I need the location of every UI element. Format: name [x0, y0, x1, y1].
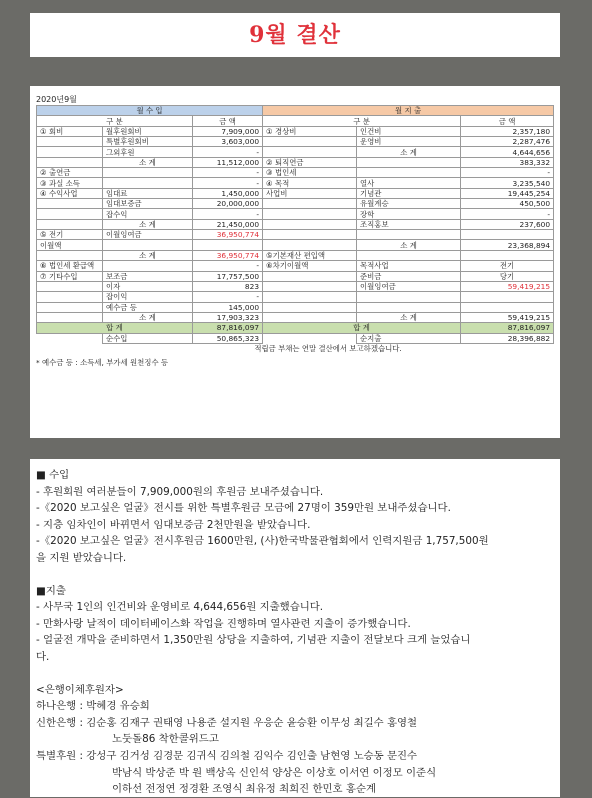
ledger-row [37, 209, 554, 219]
income-cell: ⑦ 기타수입 [37, 271, 103, 281]
ledger-row [37, 230, 554, 240]
income-total-label: 합 계 [37, 323, 193, 333]
expense-cell: 2,357,180 [461, 126, 554, 136]
expense-cell: 383,332 [461, 157, 554, 167]
income-line: -《2020 보고싶은 얼굴》전시후원금 1600만원, (사)한국박물관협회에서 인력지원금 1,757,500원 [36, 535, 489, 548]
expense-cell: ⑥차기이월액 [263, 261, 357, 271]
income-cell: 그외후원 [103, 147, 193, 157]
income-line: - 지층 임차인이 바뀌면서 임대보증금 2천만원을 받았습니다. [36, 518, 311, 531]
expense-cell: ⑤기본재산 편입액 [263, 250, 357, 260]
expense-header: 월 지 출 [263, 106, 554, 116]
income-col-amount: 금 액 [193, 116, 263, 126]
income-cell: 잡이익 [103, 292, 193, 302]
income-cell: - [193, 292, 263, 302]
income-cell: 소 계 [103, 219, 193, 229]
income-cell [37, 199, 103, 209]
expense-cell: 450,500 [461, 199, 554, 209]
income-cell: 36,950,774 [193, 230, 263, 240]
expense-cell: 소 계 [357, 147, 461, 157]
income-cell [37, 209, 103, 219]
income-total: 87,816,097 [193, 323, 263, 333]
expense-cell [461, 250, 554, 260]
income-cell: 소 계 [103, 312, 193, 322]
expense-cell [357, 230, 461, 240]
ledger-row [37, 261, 554, 271]
income-cell: ⑤ 전기 [37, 230, 103, 240]
expense-cell: ② 퇴직연금 [263, 157, 357, 167]
expense-cell [461, 230, 554, 240]
ledger-row [37, 157, 554, 167]
income-cell: 21,450,000 [193, 219, 263, 229]
expense-line: - 얼굴전 개막을 준비하면서 1,350만원 상당을 지출하여, 기념관 지출이 전달보다 크게 늘었습니 [36, 634, 471, 647]
expense-cell: - [461, 209, 554, 219]
income-line: - 후원회원 여러분들이 7,909,000원의 후원금 보내주셨습니다. [36, 485, 324, 498]
income-cell: 보조금 [103, 271, 193, 281]
expense-cell: 19,445,254 [461, 188, 554, 198]
expense-cell [263, 137, 357, 147]
income-cell: 소 계 [103, 250, 193, 260]
expense-cell: 237,600 [461, 219, 554, 229]
ledger-row [37, 147, 554, 157]
report-panel [30, 459, 560, 797]
expense-cell [263, 312, 357, 322]
expense-cell: 3,235,540 [461, 178, 554, 188]
expense-cell: 4,644,656 [461, 147, 554, 157]
expense-line: 다. [36, 650, 50, 663]
donor-line: 이하선 전정연 정경환 조영식 최유정 최희진 한민호 홍순계 [112, 783, 377, 796]
income-cell: - [193, 168, 263, 178]
income-cell [37, 250, 103, 260]
net-expense: 28,396,882 [461, 333, 554, 343]
ledger-row [37, 126, 554, 136]
expense-cell: 준비금 [357, 271, 461, 281]
expense-cell: 당기 [461, 271, 554, 281]
income-cell: 36,950,774 [193, 250, 263, 260]
expense-cell: 유월계승 [357, 199, 461, 209]
income-cell: 이월액 [37, 240, 103, 250]
income-header: 월 수 입 [37, 106, 263, 116]
page-title: 9월 결산 [249, 22, 341, 48]
expense-total: 87,816,097 [461, 323, 554, 333]
income-cell: 145,000 [193, 302, 263, 312]
income-cell: 20,000,000 [193, 199, 263, 209]
expense-cell: 전기 [461, 261, 554, 271]
expense-line: - 사무국 1인의 인건비와 운영비로 4,644,656원 지출했습니다. [36, 601, 324, 614]
expense-cell: 조직홍보 [357, 219, 461, 229]
ledger-footnote: * 예수금 등 : 소득세, 부가세 원천징수 등 [36, 358, 169, 368]
expense-cell: 23,368,894 [461, 240, 554, 250]
ledger-row [37, 168, 554, 178]
expense-cell: 소 계 [357, 312, 461, 322]
ledger-row [37, 281, 554, 291]
income-cell: 823 [193, 281, 263, 291]
net-income-label: 순수입 [103, 333, 193, 343]
expense-cell: 59,419,215 [461, 281, 554, 291]
income-cell: 이자 [103, 281, 193, 291]
ledger-row [37, 271, 554, 281]
expense-line: - 만화사랑 날적이 데이터베이스화 작업을 진행하며 열사관련 지출이 증가했습니다. [36, 617, 411, 630]
expense-cell [263, 292, 357, 302]
ledger-table [36, 105, 554, 353]
ledger-row [37, 292, 554, 302]
expense-cell: 열사 [357, 178, 461, 188]
ledger-row [37, 199, 554, 209]
income-cell: - [193, 261, 263, 271]
ledger-row [37, 219, 554, 229]
income-cell: 소 계 [103, 157, 193, 167]
expense-cell [357, 250, 461, 260]
expense-cell: ④ 목적 [263, 178, 357, 188]
title-banner [30, 13, 560, 57]
expense-cell: 기념관 [357, 188, 461, 198]
income-cell: 예수금 등 [103, 302, 193, 312]
expense-total-label: 합 계 [263, 323, 461, 333]
income-col-gubun: 구 분 [37, 116, 193, 126]
income-cell: 잡수익 [103, 209, 193, 219]
expense-cell [263, 147, 357, 157]
ledger-row [37, 178, 554, 188]
income-cell: - [193, 178, 263, 188]
income-cell [103, 168, 193, 178]
income-cell: 임대보증금 [103, 199, 193, 209]
income-cell [37, 312, 103, 322]
income-cell: - [193, 209, 263, 219]
expense-heading: ■지출 [36, 584, 66, 597]
expense-cell [263, 209, 357, 219]
income-cell: ② 출연금 [37, 168, 103, 178]
income-cell: ① 회비 [37, 126, 103, 136]
income-cell [37, 147, 103, 157]
report-text [36, 459, 558, 798]
donor-line: 노둣돌86 착한콜위드고 [112, 733, 219, 746]
income-cell [193, 240, 263, 250]
income-cell [37, 292, 103, 302]
expense-cell [263, 271, 357, 281]
expense-cell: 운영비 [357, 137, 461, 147]
expense-cell [357, 168, 461, 178]
donor-line: 특별후원 : 강성구 김거성 김경문 김귀식 김의철 김익수 김인출 남현영 노승동 문진수 [36, 749, 418, 762]
ledger-row [37, 137, 554, 147]
expense-cell: 소 계 [357, 240, 461, 250]
expense-cell: 인건비 [357, 126, 461, 136]
income-cell [37, 137, 103, 147]
income-cell [37, 219, 103, 229]
expense-cell [263, 240, 357, 250]
expense-cell: - [461, 168, 554, 178]
expense-cell: 장학 [357, 209, 461, 219]
expense-cell: 2,287,476 [461, 137, 554, 147]
expense-cell: ① 경상비 [263, 126, 357, 136]
expense-col-gubun: 구 분 [263, 116, 461, 126]
expense-cell: ③ 법인세 [263, 168, 357, 178]
income-cell: 월후원회비 [103, 126, 193, 136]
income-cell [103, 178, 193, 188]
income-cell: 17,903,323 [193, 312, 263, 322]
donor-line: 박남식 박상준 박 원 백상옥 신인석 양상은 이상호 이서연 이정모 이준식 [112, 766, 437, 779]
income-cell: 특별후원회비 [103, 137, 193, 147]
expense-cell: 59,419,215 [461, 312, 554, 322]
ledger-sheet [30, 86, 560, 438]
income-cell: 1,450,000 [193, 188, 263, 198]
income-cell: 이월잉여금 [103, 230, 193, 240]
expense-cell: 목적사업 [357, 261, 461, 271]
income-cell: ④ 수익사업 [37, 188, 103, 198]
net-expense-label: 순지출 [357, 333, 461, 343]
ledger-row [37, 250, 554, 260]
income-cell: 임대료 [103, 188, 193, 198]
expense-cell [357, 302, 461, 312]
income-cell: ③ 과실 소득 [37, 178, 103, 188]
expense-cell: 사업비 [263, 188, 357, 198]
income-cell [103, 261, 193, 271]
expense-cell [357, 292, 461, 302]
income-cell [37, 157, 103, 167]
donor-heading: <은행이체후원자> [36, 683, 124, 696]
income-cell [103, 240, 193, 250]
income-cell: 3,603,000 [193, 137, 263, 147]
expense-cell [461, 302, 554, 312]
expense-cell [263, 219, 357, 229]
income-cell [37, 302, 103, 312]
expense-col-amount: 금 액 [461, 116, 554, 126]
ledger-row [37, 188, 554, 198]
income-cell: 7,909,000 [193, 126, 263, 136]
donor-line: 하나은행 : 박혜경 유승희 [36, 700, 150, 713]
income-line: 을 지원 받았습니다. [36, 551, 127, 564]
net-income: 50,865,323 [193, 333, 263, 343]
income-line: -《2020 보고싶은 얼굴》전시를 위한 특별후원금 모금에 27명이 359만원 보내주셨습니다. [36, 502, 451, 515]
expense-cell [263, 230, 357, 240]
income-heading: ■ 수입 [36, 469, 70, 481]
expense-cell [461, 292, 554, 302]
ledger-period: 2020년9월 [36, 95, 77, 104]
ledger-row [37, 302, 554, 312]
expense-cell [263, 281, 357, 291]
income-cell: 17,757,500 [193, 271, 263, 281]
ledger-footnote-center: 적립금 부채는 연말 결산에서 보고하겠습니다. [254, 344, 402, 354]
income-cell: - [193, 147, 263, 157]
ledger-row [37, 312, 554, 322]
income-cell: 11,512,000 [193, 157, 263, 167]
ledger-row [37, 240, 554, 250]
income-cell [37, 281, 103, 291]
expense-cell [263, 302, 357, 312]
expense-cell [357, 157, 461, 167]
expense-cell [263, 199, 357, 209]
expense-cell: 이월잉여금 [357, 281, 461, 291]
donor-line: 신한은행 : 김순홍 김재구 권태영 나용준 설지원 우응순 윤승환 이무성 최길수 홍영철 [36, 716, 418, 729]
income-cell: ⑥ 법인세 환급액 [37, 261, 103, 271]
